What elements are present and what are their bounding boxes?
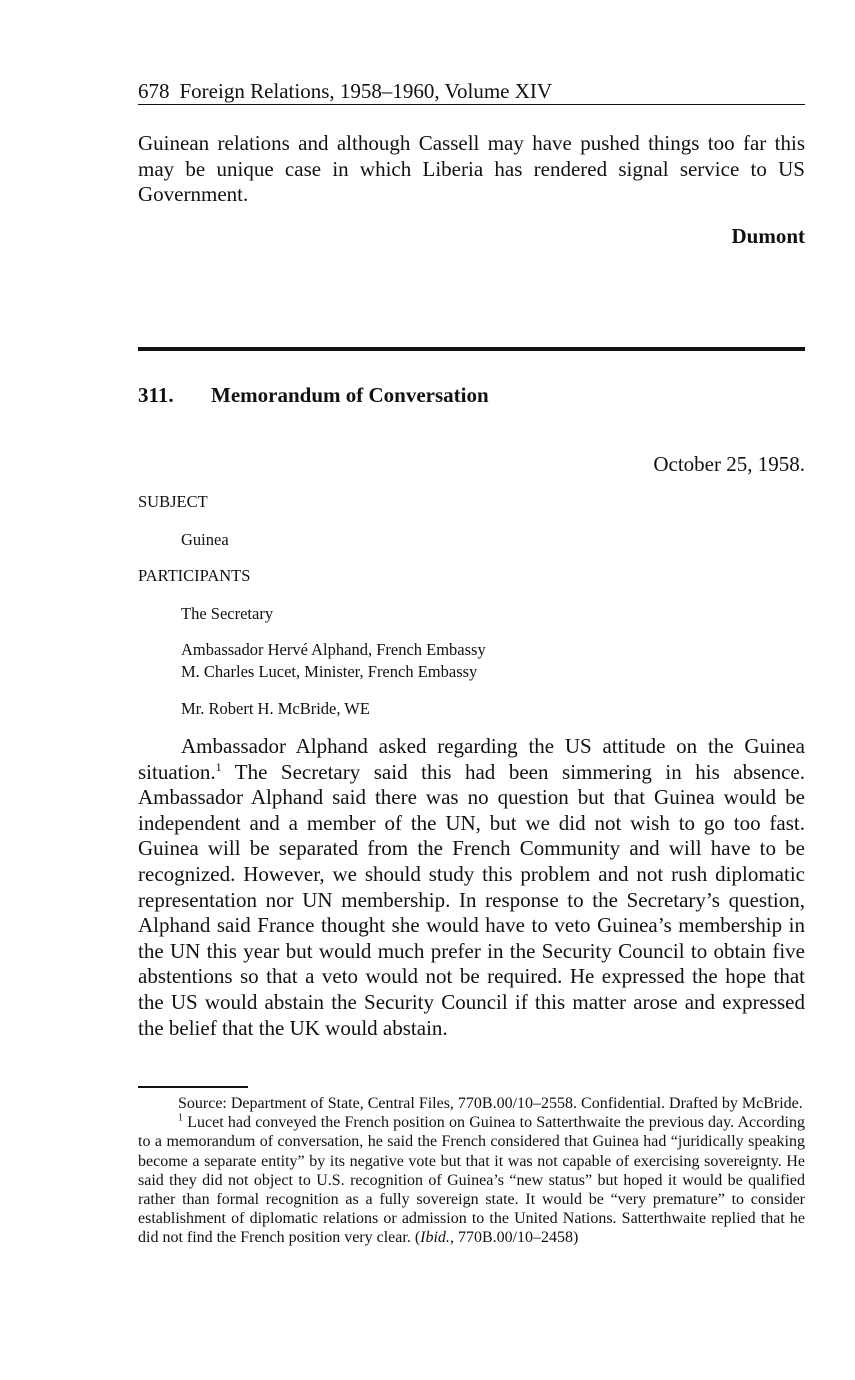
footnote-rule	[138, 1086, 248, 1088]
subject-label: SUBJECT	[138, 492, 208, 511]
participants-label: PARTICIPANTS	[138, 566, 251, 585]
previous-document-closing-text: Guinean relations and although Cassell may have pushed things too far this may be unique case in which Liberia has rendered signal service to US Government.	[138, 131, 805, 206]
participant: Mr. Robert H. McBride, WE	[181, 699, 370, 718]
document-title: Memorandum of Conversation	[211, 383, 489, 407]
memorandum-body	[138, 734, 805, 1041]
running-title: Foreign Relations, 1958–1960, Volume XIV	[179, 79, 553, 103]
document-heading	[138, 383, 489, 408]
body-text-rest: The Secretary said this had been simmering in his absence. Ambassador Alphand said there was no question but that Guinea would be independent and a member of the UN, but we did not wish to go too fast. Guinea will be separated from the French Community and will have to be recognized. However, we should study this problem and not rush diplomatic representation nor UN membership. In response to the Secretary’s question, Alphand said France thought she would have to veto Guinea’s membership in the UN this year but would much prefer in the Security Council to obtain five abstentions so that a veto would not be required. He expressed the hope that the US would abstain the Security Council if this matter arose and expressed the belief that the UK would abstain.	[138, 759, 805, 1040]
participant: The Secretary	[181, 604, 274, 623]
running-head	[138, 78, 805, 105]
footnotes	[138, 1094, 805, 1248]
subject-value: Guinea	[181, 530, 229, 549]
section-divider	[138, 347, 805, 351]
footnote-1-marker: 1	[178, 1112, 183, 1124]
footnote-1-ibid: Ibid.	[420, 1229, 450, 1247]
source-note: Source: Department of State, Central Files, 770B.00/10–2558. Confidential. Drafted by McBride.	[178, 1095, 803, 1112]
footnote-1	[138, 1113, 805, 1247]
footnote-1-end: , 770B.00/10–2458)	[449, 1229, 579, 1247]
document-date: October 25, 1958.	[653, 452, 805, 476]
page-number: 678	[138, 79, 170, 103]
document-number: 311.	[138, 383, 174, 407]
participant: M. Charles Lucet, Minister, French Embassy	[181, 662, 478, 681]
participant: Ambassador Hervé Alphand, French Embassy	[181, 640, 486, 659]
body-text-start: Ambassador Alphand asked regarding the US attitude on the Guinea situation.	[138, 734, 805, 784]
signature: Dumont	[731, 224, 805, 248]
footnote-1-text: Lucet had conveyed the French position on Guinea to Satterthwaite the previous day. According to a memorandum of conversation, he said the French considered that Guinea had “juridically speaking become a separate entity” by its negative vote but that it was not capable of exercising sovereignty. He said they did not object to U.S. recognition of Guinea’s “new status” but hoped it would be qualified rather than formal recognition as a fully sovereign state. It would be “very premature” to consider establishment of diplomatic relations or admission to the United Nations. Satterthwaite replied that he did not find the French position very clear. (	[138, 1114, 805, 1247]
footnote-marker: 1	[215, 759, 222, 774]
